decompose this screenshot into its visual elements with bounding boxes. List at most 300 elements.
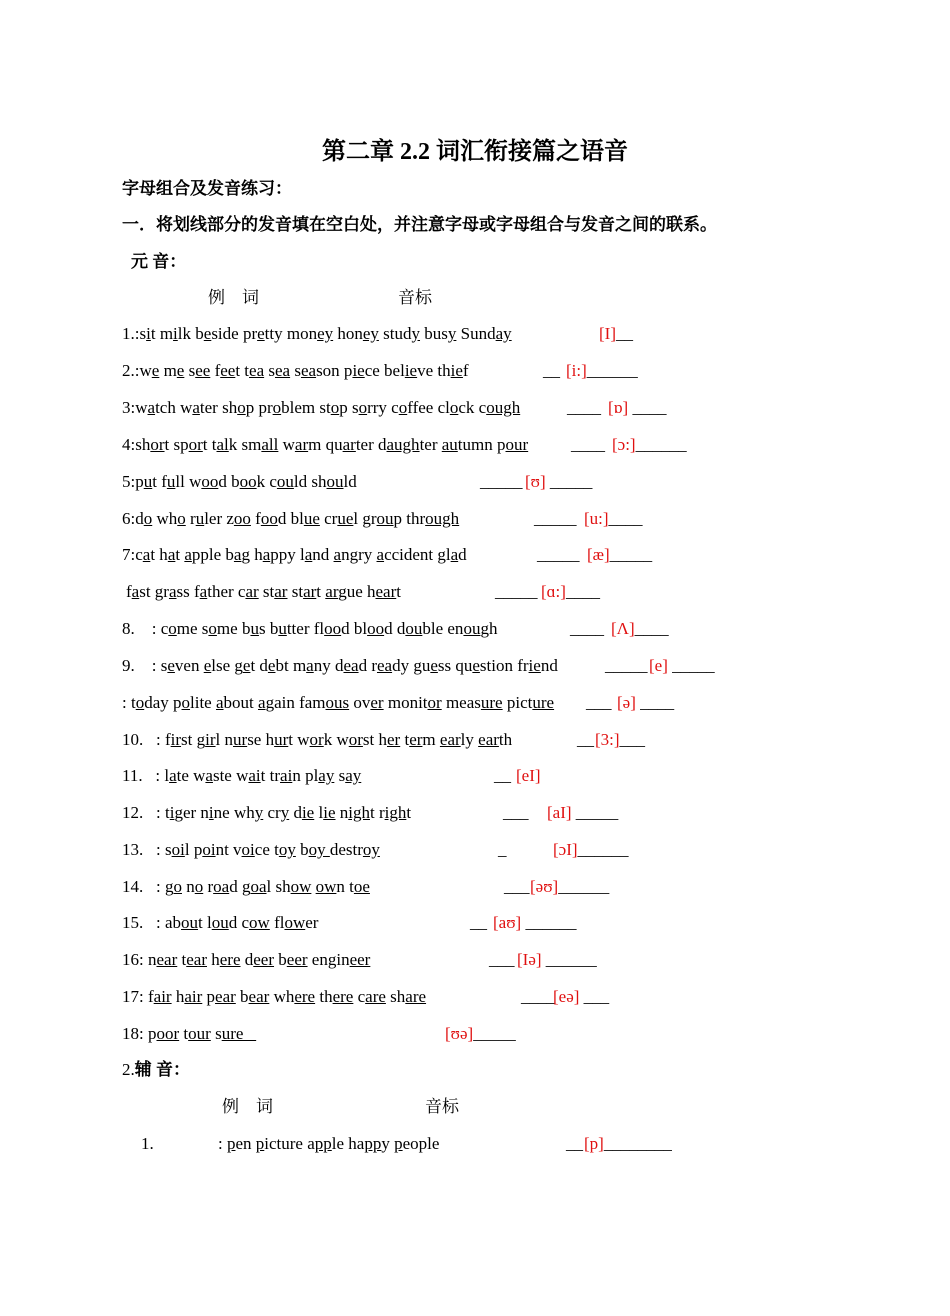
word-fragment: ccident gl <box>384 545 451 564</box>
underlined-letters: ou <box>326 472 344 491</box>
underlined-letters: ough <box>486 398 521 417</box>
phonetic-answer: [Λ] <box>611 619 635 638</box>
vowels-number: 12. : <box>122 803 161 822</box>
word-fragment: d g <box>229 877 251 896</box>
underlined-letters: or <box>309 730 324 749</box>
underlined-letters: p <box>394 1134 403 1153</box>
vowels-row <box>122 508 459 530</box>
phonetic-answer: [I] <box>599 324 616 343</box>
vowels-example-words <box>126 582 401 601</box>
underlined-letters: ar <box>294 435 309 454</box>
vowels-example-words <box>161 730 512 749</box>
underlined-letters: ue <box>303 509 320 528</box>
word-fragment: rry c <box>367 398 399 417</box>
word-fragment: h <box>207 950 220 969</box>
vowels-row <box>122 434 528 456</box>
word-fragment: b <box>235 987 249 1006</box>
underlined-letters: u <box>195 509 205 528</box>
underlined-letters: u <box>166 472 176 491</box>
answer-blank-line: _____ <box>609 545 653 564</box>
underlined-letters: o <box>208 619 217 638</box>
underlined-letters: ar <box>342 435 356 454</box>
word-fragment: t <box>177 950 187 969</box>
underlined-letters: oo <box>233 509 251 528</box>
phonetic-answer-field <box>566 360 638 382</box>
underlined-letters: oy <box>362 840 380 859</box>
phonetic-answer-field <box>617 692 674 714</box>
word-fragment: m qu <box>308 435 343 454</box>
consonant-column-example-header: 例 词 <box>222 1097 273 1116</box>
word-fragment: nd <box>540 656 558 675</box>
underlined-letters: e <box>242 656 251 675</box>
vowels-example-words <box>135 509 459 528</box>
vowels-row <box>122 839 380 861</box>
phonetic-answer-field <box>516 765 541 787</box>
phonetic-answer-field <box>517 949 597 971</box>
underlined-letters: ous <box>325 693 350 712</box>
underlined-letters: a <box>450 545 459 564</box>
vowels-row <box>122 802 411 824</box>
word-fragment: er <box>305 913 319 932</box>
underlined-letters: a <box>233 545 242 564</box>
answer-blank-line: _____ <box>480 472 523 491</box>
vowels-example-words <box>135 472 357 491</box>
underlined-letters: a <box>169 766 177 785</box>
underlined-letters: e <box>176 361 185 380</box>
underlined-letters: a <box>304 545 313 564</box>
underlined-letters: a <box>215 693 224 712</box>
underlined-letters: eer <box>349 950 371 969</box>
underlined-letters: ure <box>221 1024 257 1043</box>
answer-blank-line: _____ <box>545 472 593 491</box>
phonetic-answer: [æ] <box>587 545 610 564</box>
answer-blank-line: _____ <box>495 582 538 601</box>
underlined-letters: ur <box>274 730 289 749</box>
word-fragment: en <box>235 1134 256 1153</box>
underlined-letters: a <box>131 582 140 601</box>
phonetic-answer-field <box>611 618 669 640</box>
underlined-letters: ay <box>495 324 512 343</box>
underlined-letters: y <box>254 803 264 822</box>
underlined-letters: a <box>192 398 200 417</box>
word-fragment: t l <box>198 913 212 932</box>
phonetic-answer: [aʊ] <box>493 913 522 932</box>
word-fragment: sh <box>385 987 406 1006</box>
underlined-letters: o <box>143 509 153 528</box>
word-fragment: d bl <box>341 619 368 638</box>
word-fragment: ste w <box>212 766 249 785</box>
answer-blank-line: ___ <box>579 987 610 1006</box>
answer-blank-line: __ <box>566 1134 583 1153</box>
underlined-letters: eer <box>286 950 308 969</box>
underlined-letters: ear <box>215 987 236 1006</box>
underlined-letters: ar <box>274 582 288 601</box>
underlined-letters: ar <box>325 582 339 601</box>
word-fragment: f <box>250 509 261 528</box>
vowels-number: 4: <box>122 435 136 454</box>
underlined-letters: eer <box>253 950 275 969</box>
vowels-example-words <box>156 619 497 638</box>
word-fragment: m <box>159 361 177 380</box>
word-fragment: hon <box>333 324 363 343</box>
underlined-letters: ear <box>375 582 397 601</box>
phonetic-answer: [3:] <box>595 730 620 749</box>
word-fragment: n pl <box>292 766 319 785</box>
underlined-letters: ey <box>362 324 379 343</box>
underlined-letters: a <box>262 545 271 564</box>
underlined-letters: oo <box>201 472 219 491</box>
underlined-letters: or <box>427 693 442 712</box>
word-fragment: r <box>203 877 214 896</box>
word-fragment: t <box>316 582 326 601</box>
vowels-number: 9. : <box>122 656 157 675</box>
vowels-number: 2.: <box>122 361 140 380</box>
word-fragment: t <box>175 545 185 564</box>
phonetic-answer: [ʊə] <box>445 1024 474 1043</box>
underlined-letters: oy <box>308 840 330 859</box>
column-phonetic-header: 音标 <box>398 288 432 307</box>
word-fragment: ther c <box>207 582 246 601</box>
underlined-letters: i <box>173 324 178 343</box>
underlined-letters: oi <box>241 840 255 859</box>
underlined-letters: oi <box>202 840 216 859</box>
vowels-example-words <box>161 877 370 896</box>
underlined-letters: ure <box>532 693 555 712</box>
word-fragment: p <box>143 1024 157 1043</box>
underlined-letters: a <box>142 545 151 564</box>
vowel-heading: 元 音： <box>131 252 187 271</box>
underlined-letters: oo <box>324 619 342 638</box>
underlined-letters: pp <box>364 1134 382 1153</box>
underlined-letters: o <box>272 398 282 417</box>
word-fragment: lse g <box>211 656 243 675</box>
word-fragment: le ha <box>331 1134 365 1153</box>
underlined-letters: igh <box>384 803 407 822</box>
underlined-letters: a <box>147 398 156 417</box>
word-fragment: me s <box>176 619 209 638</box>
word-fragment: th <box>315 987 333 1006</box>
underlined-letters: ow <box>315 877 337 896</box>
answer-blank-line: ____ <box>634 619 669 638</box>
vowels-number: 13. : <box>122 840 161 859</box>
phonetic-answer: [ɔI] <box>553 840 578 859</box>
word-fragment: l <box>160 766 170 785</box>
word-fragment: s <box>290 361 301 380</box>
word-fragment: d c <box>228 913 250 932</box>
word-fragment: ss f <box>176 582 200 601</box>
underlined-letters: o <box>358 398 368 417</box>
word-fragment: f <box>160 730 171 749</box>
underlined-letters: e <box>203 656 212 675</box>
vowels-row <box>126 581 401 603</box>
underlined-letters: a <box>184 545 192 564</box>
underlined-letters: ee <box>195 361 211 380</box>
word-fragment: gain fam <box>265 693 326 712</box>
word-fragment: nt v <box>215 840 242 859</box>
underlined-letters: or <box>348 730 363 749</box>
word-fragment: b <box>295 840 309 859</box>
word-fragment: t sp <box>164 435 189 454</box>
underlined-letters: e <box>203 324 212 343</box>
underlined-letters: ear <box>186 950 207 969</box>
underlined-letters: augh <box>386 435 420 454</box>
phonetic-answer: [aI] <box>547 803 572 822</box>
phonetic-answer-field <box>553 839 629 861</box>
phonetic-answer: [Iə] <box>517 950 542 969</box>
word-fragment: f <box>210 361 221 380</box>
word-fragment: n <box>335 803 349 822</box>
word-fragment: ffee cl <box>407 398 450 417</box>
underlined-letters: ough <box>425 509 460 528</box>
word-fragment: icture a <box>264 1134 315 1153</box>
word-fragment: monit <box>383 693 428 712</box>
underlined-letters: o <box>168 619 177 638</box>
word-fragment: ly <box>460 730 479 749</box>
phonetic-answer-field <box>493 912 576 934</box>
underlined-letters: p <box>226 1134 236 1153</box>
word-fragment: destr <box>329 840 363 859</box>
word-fragment: wh <box>152 509 178 528</box>
underlined-letters: o <box>237 398 246 417</box>
answer-blank-line: __ <box>615 324 633 343</box>
word-fragment: ck c <box>458 398 487 417</box>
vowels-row <box>122 876 370 898</box>
phonetic-answer-field <box>587 544 652 566</box>
vowels-example-words <box>161 913 319 932</box>
word-fragment: th <box>498 730 513 749</box>
word-fragment: d bl <box>277 509 304 528</box>
vowels-row <box>122 765 361 787</box>
word-fragment: s <box>334 766 346 785</box>
word-fragment: y <box>381 1134 395 1153</box>
answer-blank-line: _____ <box>605 656 648 675</box>
answer-blank-line: ____ <box>521 987 555 1006</box>
word-fragment: t <box>396 582 401 601</box>
underlined-letters: our <box>505 435 529 454</box>
underlined-letters: ow <box>284 913 306 932</box>
underlined-letters: ie <box>301 803 315 822</box>
vowels-number: 18: <box>122 1024 144 1043</box>
underlined-letters: o <box>135 693 145 712</box>
vowels-example-words <box>139 324 511 343</box>
vowels-number: 16: <box>122 950 144 969</box>
answer-blank-line: ___ <box>489 950 515 969</box>
underlined-letters: a <box>199 582 208 601</box>
vowels-number: 3: <box>122 398 136 417</box>
word-fragment: r <box>185 509 196 528</box>
vowels-row <box>122 655 558 677</box>
word-fragment: st gr <box>139 582 169 601</box>
vowels-number: 14. : <box>122 877 161 896</box>
word-fragment: g h <box>241 545 263 564</box>
underlined-letters: pp <box>314 1134 332 1153</box>
vowels-row <box>122 692 554 714</box>
underlined-letters: ir <box>205 730 216 749</box>
word-fragment: l gr <box>353 509 377 528</box>
word-fragment: s <box>264 361 275 380</box>
underlined-letters: ou <box>211 913 229 932</box>
word-fragment: ov <box>349 693 371 712</box>
word-fragment: day p <box>144 693 182 712</box>
underlined-letters: er <box>370 693 384 712</box>
word-fragment: ter d <box>355 435 387 454</box>
word-fragment: lk b <box>177 324 204 343</box>
underlined-letters: ou <box>376 509 394 528</box>
underlined-letters: ere <box>332 987 354 1006</box>
word-fragment: f <box>143 987 154 1006</box>
underlined-letters: oa <box>213 877 230 896</box>
underlined-letters: u <box>143 472 153 491</box>
word-fragment: ce bel <box>364 361 405 380</box>
underlined-letters: e <box>472 656 480 675</box>
underlined-letters: o <box>194 877 204 896</box>
word-fragment: gue h <box>338 582 376 601</box>
vowels-number: 7: <box>122 545 136 564</box>
answer-blank-line: ____ <box>567 398 601 417</box>
underlined-letters: ow <box>290 877 312 896</box>
word-fragment: t tr <box>260 766 281 785</box>
word-fragment: p <box>135 472 144 491</box>
underlined-letters: p <box>255 1134 265 1153</box>
underlined-letters: ir <box>170 730 182 749</box>
phonetic-answer-field <box>599 323 633 345</box>
vowels-row <box>122 397 520 419</box>
word-fragment: ter <box>419 435 442 454</box>
consonant-heading <box>122 1059 190 1081</box>
underlined-letters: ar <box>245 582 259 601</box>
phonetic-answer-field <box>553 986 609 1008</box>
underlined-letters: are <box>405 987 427 1006</box>
underlined-letters: oo <box>367 619 385 638</box>
word-fragment: side pr <box>211 324 258 343</box>
word-fragment: p pr <box>245 398 273 417</box>
answer-blank-line: _____ <box>534 509 577 528</box>
phonetic-answer: [e] <box>649 656 668 675</box>
vowels-number: 6: <box>122 509 136 528</box>
vowels-row <box>122 912 318 934</box>
phonetic-answer: [u:] <box>584 509 609 528</box>
word-fragment: n <box>181 877 195 896</box>
word-fragment: ve th <box>417 361 451 380</box>
word-fragment: w <box>135 398 148 417</box>
underlined-letters: ou <box>463 619 481 638</box>
underlined-letters: are <box>365 987 386 1006</box>
vowels-row <box>122 323 512 345</box>
underlined-letters: ur <box>233 730 248 749</box>
vowels-example-words <box>160 766 361 785</box>
answer-blank-line: ______ <box>586 361 638 380</box>
instruction: 一．将划线部分的发音填在空白处，并注意字母或字母组合与发音之间的联系。 <box>122 215 717 234</box>
phonetic-answer: [ɒ] <box>608 398 629 417</box>
phonetic-answer-field <box>530 876 609 898</box>
underlined-letters: e <box>430 656 438 675</box>
vowels-example-words <box>135 545 466 564</box>
word-fragment: c <box>353 987 366 1006</box>
word-fragment: stud <box>378 324 412 343</box>
underlined-letters: ay <box>318 766 335 785</box>
vowels-row <box>122 618 497 640</box>
underlined-letters: ear <box>478 730 499 749</box>
underlined-letters: a <box>258 693 266 712</box>
underlined-letters: ea <box>376 656 393 675</box>
word-fragment: se h <box>247 730 275 749</box>
word-fragment: dy gu <box>392 656 431 675</box>
word-fragment: me b <box>216 619 251 638</box>
word-fragment: m <box>422 730 440 749</box>
word-fragment: c <box>156 619 169 638</box>
underlined-letters: ey <box>317 324 334 343</box>
word-fragment: b <box>274 950 287 969</box>
answer-blank-line: ______ <box>558 877 610 896</box>
underlined-letters: ou <box>276 472 294 491</box>
phonetic-answer: [p] <box>584 1134 604 1153</box>
word-fragment: nd <box>312 545 334 564</box>
answer-blank-line: _ <box>498 840 507 859</box>
underlined-letters: o <box>173 877 182 896</box>
word-fragment: d <box>458 545 467 564</box>
word-fragment: d r <box>358 656 377 675</box>
word-fragment: tty mon <box>264 324 318 343</box>
word-fragment: : <box>218 1134 227 1153</box>
phonetic-answer-field <box>612 434 687 456</box>
underlined-letters: ou <box>405 619 423 638</box>
vowels-example-words <box>156 656 557 675</box>
underlined-letters: oa <box>250 877 267 896</box>
word-fragment: l sh <box>266 877 291 896</box>
vowels-example-words <box>161 840 380 859</box>
answer-blank-line: ____ <box>628 398 667 417</box>
underlined-letters: or <box>150 435 165 454</box>
word-fragment: st h <box>362 730 387 749</box>
word-fragment: st g <box>181 730 206 749</box>
vowels-example-words <box>127 693 554 712</box>
underlined-letters: ie <box>323 803 336 822</box>
word-fragment: eople <box>402 1134 440 1153</box>
word-fragment: wh <box>269 987 295 1006</box>
vowels-example-words <box>161 803 411 822</box>
vowels-row <box>122 949 370 971</box>
word-fragment: tch w <box>155 398 193 417</box>
word-fragment: fl <box>269 913 285 932</box>
phonetic-answer-field <box>608 397 666 419</box>
underlined-letters: ea <box>300 361 317 380</box>
underlined-letters: ow <box>249 913 270 932</box>
word-fragment: engin <box>307 950 350 969</box>
answer-blank-line: ________ <box>603 1134 672 1153</box>
word-fragment: st <box>258 582 275 601</box>
phonetic-answer: [i:] <box>566 361 587 380</box>
word-fragment: ppy l <box>270 545 305 564</box>
underlined-letters: all <box>261 435 279 454</box>
word-fragment: bt m <box>275 656 307 675</box>
vowels-number: 15. : <box>122 913 161 932</box>
word-fragment: stion fr <box>479 656 529 675</box>
page-title: 第二章 2.2 词汇衔接篇之语音 <box>322 139 628 165</box>
vowels-number: 8. : <box>122 619 157 638</box>
word-fragment: d b <box>218 472 240 491</box>
word-fragment: Sund <box>456 324 496 343</box>
underlined-letters: ere <box>294 987 316 1006</box>
answer-blank-line: ____ <box>565 582 600 601</box>
word-fragment: l <box>314 803 324 822</box>
underlined-letters: a <box>376 545 385 564</box>
phonetic-answer: [ɔ:] <box>612 435 636 454</box>
underlined-letters: a <box>167 545 176 564</box>
underlined-letters: air <box>153 987 172 1006</box>
word-fragment: l p <box>184 840 203 859</box>
underlined-letters: ue <box>337 509 354 528</box>
phonetic-answer: [ɑ:] <box>541 582 566 601</box>
